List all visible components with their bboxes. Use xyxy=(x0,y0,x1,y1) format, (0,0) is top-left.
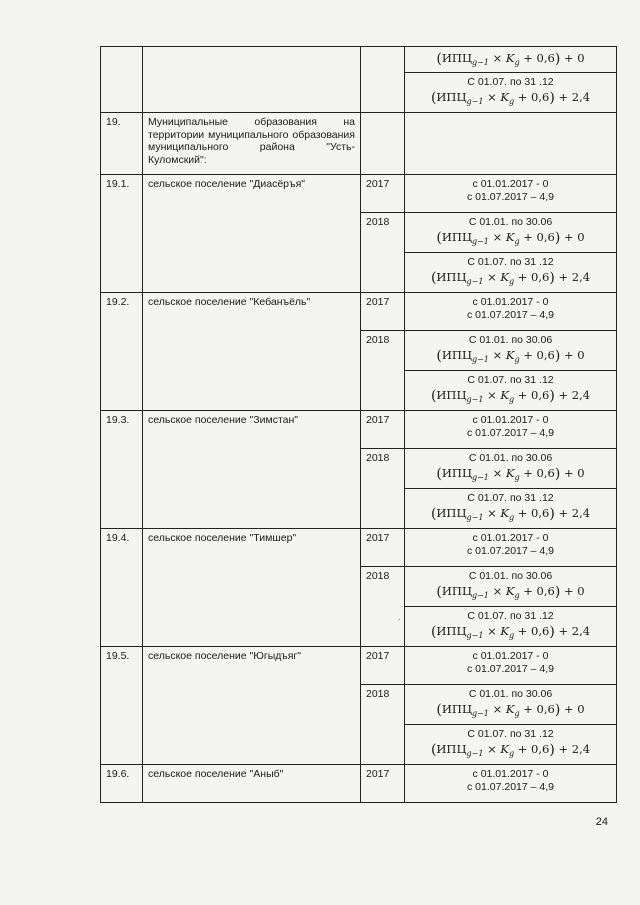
row-year-2017: 2017 xyxy=(361,175,405,213)
value-cell: с 01.01.2017 - 0 с 01.07.2017 – 4,9 xyxy=(405,765,617,803)
value-cell: С 01.01. по 30.06 $(ИПЦ_{g-1} \times K_g + 0,6) + 0$ xyxy=(405,567,617,607)
formula: $(ИПЦ_{g-1} \times K_g + 0,6) + 0$ xyxy=(436,229,585,246)
row-year-2018: 2018 xyxy=(361,449,405,529)
row-year-2018: 2018 xyxy=(361,567,405,647)
value-cell: с 01.01.2017 - 0 с 01.07.2017 – 4,9 xyxy=(405,293,617,331)
value-cell: с 01.01.2017 - 0 с 01.07.2017 – 4,9 xyxy=(405,529,617,567)
formula: $(ИПЦ_{g-1} \times K_g + 0,6) + 0$ xyxy=(436,51,585,67)
row-number: 19.6. xyxy=(101,765,143,803)
row-year-2017: 2017 xyxy=(361,529,405,567)
row-name: сельское поселение "Зимстан" xyxy=(143,411,361,529)
tariff-table xyxy=(100,46,617,803)
row-year-2018: 2018 xyxy=(361,685,405,765)
row-year-2017: 2017 xyxy=(361,765,405,803)
row-year-2017: 2017 xyxy=(361,293,405,331)
formula: $(ИПЦ_{g-1} \times K_g + 0,6) + 2,4$ xyxy=(430,89,591,106)
table-row xyxy=(101,765,617,803)
formula: $(ИПЦ_{g-1} \times K_g + 0,6) + 0$ xyxy=(436,465,585,482)
value-cell: с 01.01.2017 - 0 с 01.07.2017 – 4,9 xyxy=(405,411,617,449)
row-number: 19.2. xyxy=(101,293,143,411)
row-year-2017: 2017 xyxy=(361,647,405,685)
value-cell: С 01.07. по 31 .12 $(ИПЦ_{g-1} \times K_g + 0,6) + 2,4$ xyxy=(405,253,617,293)
table-row xyxy=(101,529,617,567)
section-title: Муниципальные образования на территории муниципального образования муниципального района "Усть-Куломский": xyxy=(143,113,361,175)
row-year-2018: 2018 xyxy=(361,213,405,293)
row-name: сельское поселение "Диасёръя" xyxy=(143,175,361,293)
table-row xyxy=(101,647,617,685)
row-year-2017: 2017 xyxy=(361,411,405,449)
section-row xyxy=(101,113,617,175)
cell-number-empty xyxy=(101,47,143,113)
formula: $(ИПЦ_{g-1} \times K_g + 0,6) + 2,4$ xyxy=(430,387,591,404)
formula: $(ИПЦ_{g-1} \times K_g + 0,6) + 2,4$ xyxy=(430,505,591,522)
row-number: 19.5. xyxy=(101,647,143,765)
formula: $(ИПЦ_{g-1} \times K_g + 0,6) + 2,4$ xyxy=(430,623,591,640)
value-cell xyxy=(405,47,617,73)
row-year-2018: 2018 xyxy=(361,331,405,411)
value-cell: С 01.01. по 30.06 $(ИПЦ_{g-1} \times K_g + 0,6) + 0$ xyxy=(405,685,617,725)
value-cell: С 01.01. по 30.06 $(ИПЦ_{g-1} \times K_g + 0,6) + 0$ xyxy=(405,331,617,371)
value-cell: с 01.01.2017 - 0 с 01.07.2017 – 4,9 xyxy=(405,175,617,213)
row-number: 19.4. xyxy=(101,529,143,647)
value-cell: С 01.07. по 31 .12 $(ИПЦ_{g-1} \times K_g + 0,6) + 2,4$ xyxy=(405,73,617,113)
value-cell: С 01.07. по 31 .12 $(ИПЦ_{g-1} \times K_g + 0,6) + 2,4$ xyxy=(405,607,617,647)
scan-mark: · xyxy=(398,615,401,624)
row-name: сельское поселение "Кебанъёль" xyxy=(143,293,361,411)
value-cell: С 01.07. по 31 .12 $(ИПЦ_{g-1} \times K_g + 0,6) + 2,4$ xyxy=(405,371,617,411)
section-number: 19. xyxy=(101,113,143,175)
page-number: 24 xyxy=(595,816,608,828)
value-cell: С 01.07. по 31 .12 $(ИПЦ_{g-1} \times K_g + 0,6) + 2,4$ xyxy=(405,489,617,529)
row-number: 19.3. xyxy=(101,411,143,529)
row-name: сельское поселение "Аныб" xyxy=(143,765,361,803)
value-cell: с 01.01.2017 - 0 с 01.07.2017 – 4,9 xyxy=(405,647,617,685)
formula: $(ИПЦ_{g-1} \times K_g + 0,6) + 2,4$ xyxy=(430,741,591,758)
cell-name-empty xyxy=(143,47,361,113)
row-name: сельское поселение "Тимшер" xyxy=(143,529,361,647)
formula: $(ИПЦ_{g-1} \times K_g + 0,6) + 0$ xyxy=(436,701,585,718)
formula: $(ИПЦ_{g-1} \times K_g + 0,6) + 0$ xyxy=(436,347,585,364)
table-row xyxy=(101,47,617,73)
value-cell: С 01.01. по 30.06 $(ИПЦ_{g-1} \times K_g + 0,6) + 0$ xyxy=(405,449,617,489)
cell-year-empty xyxy=(361,47,405,113)
table-row xyxy=(101,293,617,331)
value-cell: С 01.07. по 31 .12 $(ИПЦ_{g-1} \times K_g + 0,6) + 2,4$ xyxy=(405,725,617,765)
table-row xyxy=(101,411,617,449)
formula: $(ИПЦ_{g-1} \times K_g + 0,6) + 0$ xyxy=(436,583,585,600)
row-name: сельское поселение "Югыдъяг" xyxy=(143,647,361,765)
formula: $(ИПЦ_{g-1} \times K_g + 0,6) + 2,4$ xyxy=(430,269,591,286)
value-cell: С 01.01. по 30.06 $(ИПЦ_{g-1} \times K_g + 0,6) + 0$ xyxy=(405,213,617,253)
row-number: 19.1. xyxy=(101,175,143,293)
table-row xyxy=(101,175,617,213)
